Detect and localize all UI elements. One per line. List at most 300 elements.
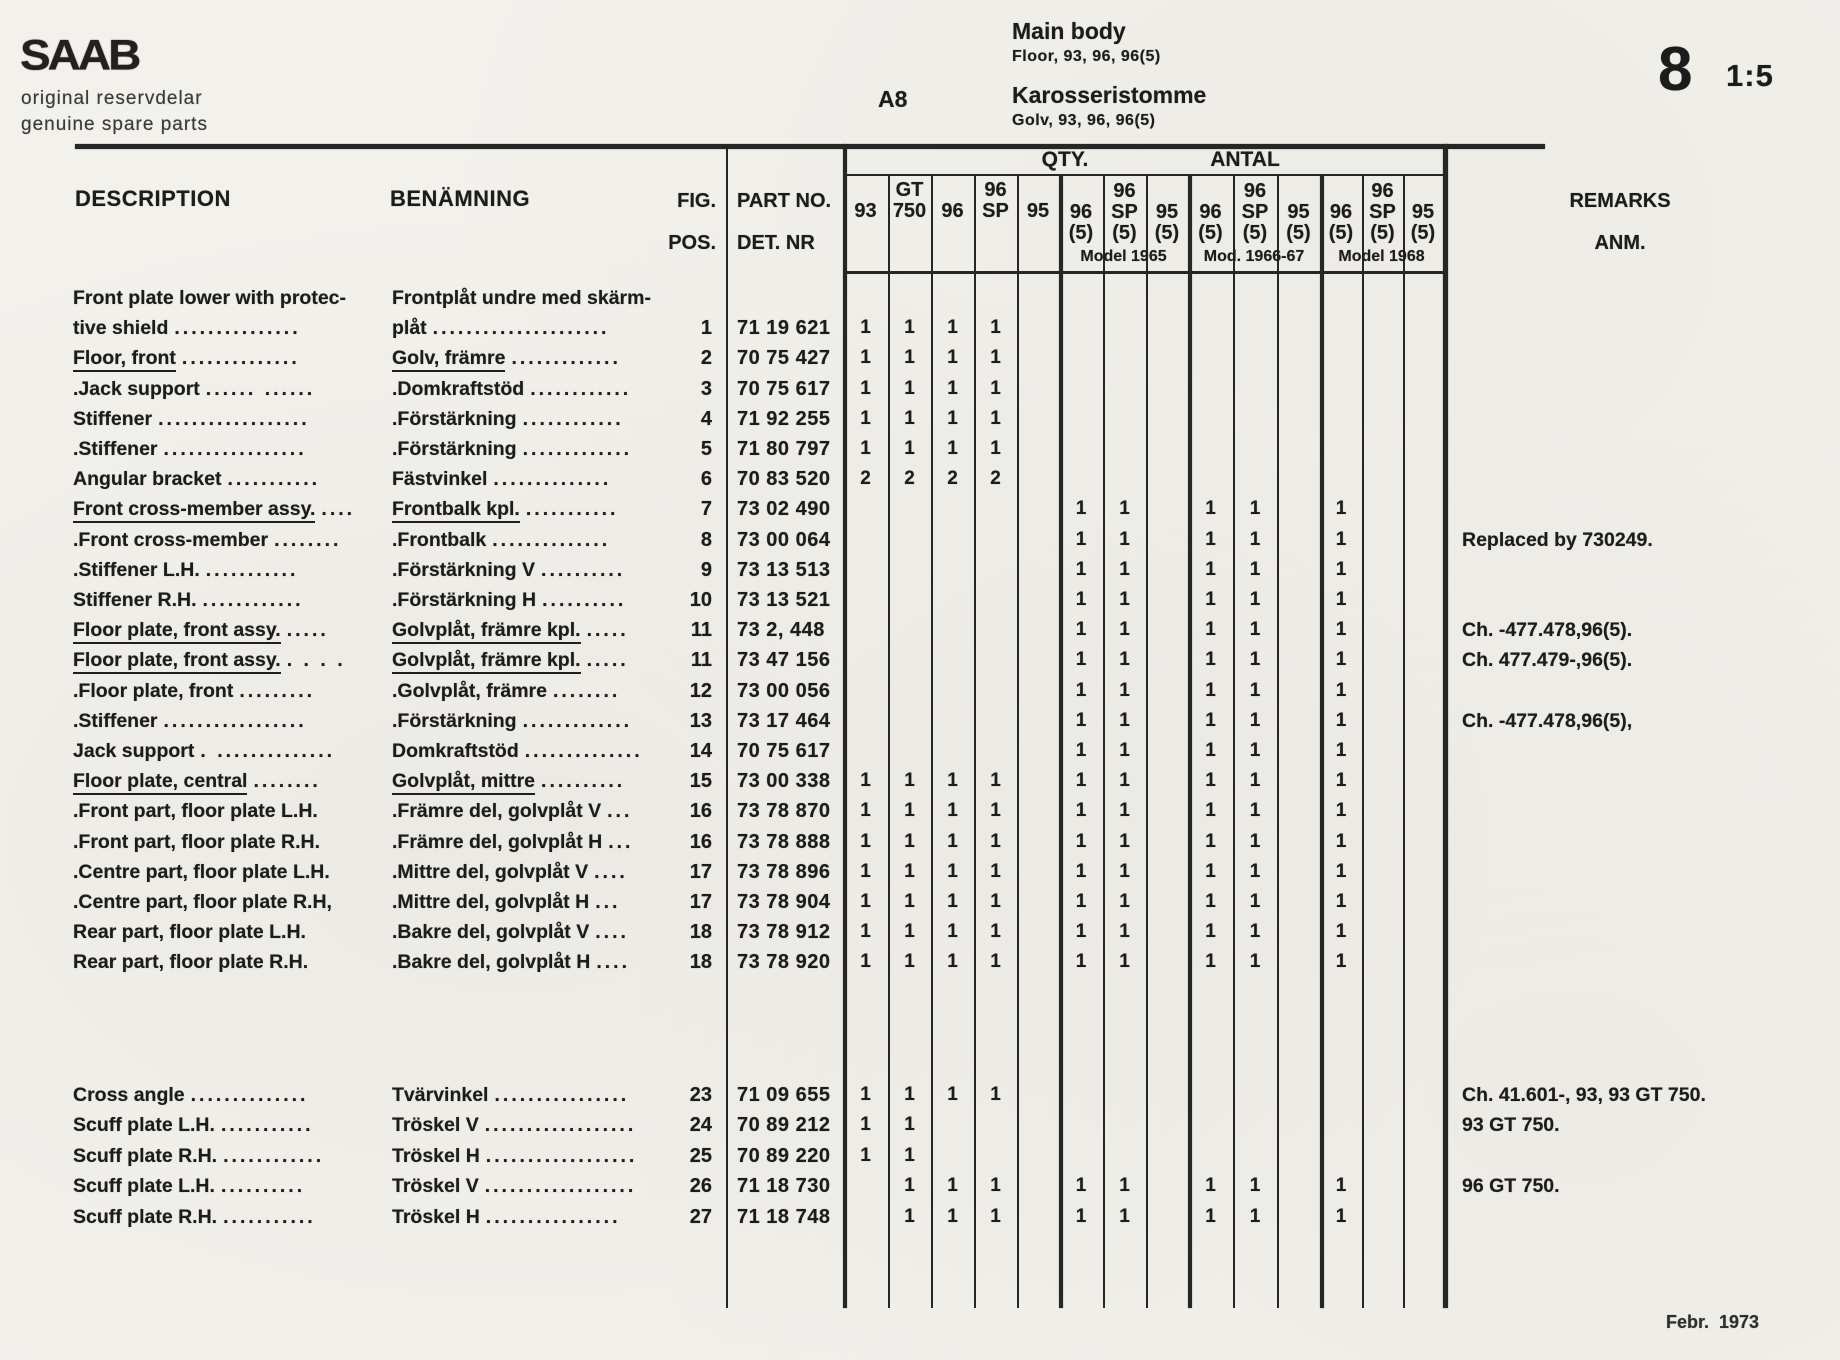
description-cell bbox=[73, 464, 425, 494]
quantity-cell: 1 bbox=[1335, 498, 1347, 520]
leader-dots: ......... bbox=[239, 679, 316, 702]
model-label-1965: Model 1965 bbox=[1080, 248, 1167, 265]
quantity-cell: 1 bbox=[860, 347, 871, 369]
benamning-cell bbox=[392, 947, 664, 977]
leader-dots: .... bbox=[596, 951, 630, 974]
quantity-cell: 1 bbox=[1335, 951, 1347, 973]
remarks-header-line1: REMARKS bbox=[1569, 190, 1671, 212]
benamning-text: Tvärvinkel bbox=[392, 1084, 489, 1106]
quantity-cell: 1 bbox=[1075, 740, 1087, 761]
remark-cell bbox=[1462, 917, 1834, 947]
quantity-cell: 1 bbox=[1205, 1175, 1216, 1197]
quantity-cell: 1 bbox=[1075, 1175, 1087, 1197]
quantity-cell: 1 bbox=[904, 921, 915, 943]
table-row bbox=[0, 736, 1840, 766]
qty-column-header-line: SP bbox=[1241, 201, 1269, 223]
quantity-cell: 2 bbox=[947, 468, 958, 490]
quantity-cell: 1 bbox=[1249, 1175, 1261, 1197]
description-cell bbox=[73, 1080, 425, 1110]
quantity-cell: 1 bbox=[1119, 860, 1130, 882]
qty-column-header-line: 96 bbox=[1069, 201, 1093, 223]
leader-dots: ........... bbox=[227, 468, 321, 491]
quantity-cell: 1 bbox=[1119, 830, 1130, 852]
quantity-cell: 1 bbox=[860, 438, 871, 459]
quantity-cell: 1 bbox=[1075, 619, 1087, 641]
fig-pos-cell: 11 bbox=[690, 649, 712, 672]
description-text: Front plate lower with protec- bbox=[73, 287, 347, 309]
quantity-cell: 1 bbox=[860, 891, 871, 912]
description-text: .Stiffener bbox=[73, 709, 158, 732]
tagline-swedish: original reservdelar bbox=[21, 88, 203, 109]
remark-cell: 96 GT 750. bbox=[1462, 1175, 1560, 1198]
quantity-cell: 1 bbox=[860, 317, 871, 339]
benamning-text: Fästvinkel bbox=[392, 468, 488, 491]
qty-column-header-line: SP bbox=[1111, 201, 1138, 223]
part-number-cell: 73 2, 448 bbox=[737, 619, 825, 642]
leader-dots: ........... bbox=[525, 498, 619, 521]
quantity-cell: 1 bbox=[990, 830, 1001, 852]
part-number-cell: 71 80 797 bbox=[737, 438, 831, 460]
qty-column-header-line: (5) bbox=[1286, 222, 1311, 244]
table-row bbox=[0, 374, 1840, 404]
benamning-text: .Mittre del, golvplåt H bbox=[392, 891, 590, 913]
benamning-text: .Främre del, golvplåt V bbox=[392, 800, 602, 823]
table-row bbox=[0, 404, 1840, 434]
leader-dots: .......... bbox=[541, 558, 626, 581]
description-cell bbox=[73, 283, 425, 313]
quantity-cell: 1 bbox=[860, 1114, 871, 1136]
description-text: .Centre part, floor plate L.H. bbox=[73, 860, 330, 883]
quantity-cell: 1 bbox=[990, 317, 1001, 339]
quantity-cell: 1 bbox=[947, 1205, 958, 1227]
quantity-cell: 1 bbox=[904, 1084, 915, 1105]
title-english: Main body bbox=[1012, 18, 1126, 44]
qty-column-header-line: 96 bbox=[1199, 201, 1222, 223]
remark-cell bbox=[1462, 374, 1834, 404]
benamning-cell bbox=[392, 1171, 664, 1201]
qty-column-header bbox=[1277, 150, 1320, 244]
benamning-cell bbox=[392, 706, 664, 736]
quantity-cell: 1 bbox=[1205, 860, 1216, 882]
remark-cell: Ch. -477.478,96(5). bbox=[1462, 619, 1633, 642]
qty-column-header-line: SP bbox=[982, 200, 1009, 222]
part-number-cell: 70 89 212 bbox=[737, 1114, 831, 1137]
quantity-cell: 1 bbox=[947, 891, 958, 912]
qty-column-header-line: 96 bbox=[984, 179, 1007, 201]
quantity-cell: 1 bbox=[1205, 740, 1216, 761]
publication-year: 1973 bbox=[1719, 1312, 1760, 1332]
quantity-cell: 1 bbox=[1249, 860, 1261, 882]
fig-pos-cell: 17 bbox=[689, 891, 712, 913]
part-number-cell: 73 78 904 bbox=[737, 891, 831, 913]
quantity-cell: 1 bbox=[1205, 921, 1216, 943]
remark-cell bbox=[1462, 404, 1834, 434]
benamning-text: .Förstärkning bbox=[392, 407, 517, 430]
leader-dots: .... bbox=[595, 921, 629, 944]
description-text: .Front part, floor plate R.H. bbox=[73, 830, 320, 853]
quantity-cell: 1 bbox=[947, 1175, 958, 1197]
part-number-cell: 73 47 156 bbox=[737, 649, 831, 672]
description-header: DESCRIPTION bbox=[75, 186, 231, 211]
leader-dots: ........... bbox=[223, 1205, 316, 1228]
quantity-cell: 1 bbox=[947, 830, 958, 852]
leader-dots: ............. bbox=[522, 709, 633, 732]
benamning-cell bbox=[392, 1202, 664, 1232]
quantity-cell: 1 bbox=[1119, 498, 1130, 520]
quantity-cell: 1 bbox=[1075, 558, 1087, 580]
quantity-cell: 1 bbox=[1335, 619, 1347, 641]
benamning-cell bbox=[392, 464, 664, 494]
quantity-cell: 1 bbox=[1075, 770, 1087, 792]
leader-dots: .............. bbox=[493, 468, 612, 491]
benamning-cell bbox=[392, 615, 664, 645]
part-number-cell: 73 13 513 bbox=[737, 558, 831, 581]
leader-dots: .................. bbox=[484, 1175, 637, 1198]
qty-column-header-line: 95 bbox=[1155, 201, 1179, 223]
description-text: .Front cross-member bbox=[73, 528, 269, 551]
leader-dots: ... bbox=[595, 891, 621, 913]
drawing-scale: 1:5 bbox=[1726, 58, 1774, 93]
remark-cell bbox=[1462, 947, 1834, 977]
qty-column-header bbox=[1233, 150, 1277, 244]
remark-cell: Ch. -477.478,96(5), bbox=[1462, 709, 1633, 732]
quantity-cell: 1 bbox=[1205, 558, 1216, 580]
quantity-cell: 1 bbox=[1075, 649, 1087, 671]
part-number-cell: 71 19 621 bbox=[737, 317, 831, 340]
quantity-cell: 1 bbox=[1205, 679, 1216, 701]
leader-dots: ... bbox=[608, 830, 634, 853]
quantity-cell: 1 bbox=[860, 1084, 871, 1105]
leader-dots: . .............. bbox=[200, 740, 336, 762]
description-text: Stiffener R.H. bbox=[73, 589, 197, 611]
quantity-cell: 1 bbox=[1205, 891, 1216, 912]
quantity-cell: 1 bbox=[1119, 1205, 1130, 1227]
quantity-cell: 1 bbox=[860, 800, 871, 822]
quantity-cell: 1 bbox=[1075, 528, 1087, 550]
benamning-cell bbox=[392, 404, 664, 434]
qty-header: QTY. bbox=[1041, 148, 1089, 171]
quantity-cell: 1 bbox=[990, 860, 1001, 882]
remark-cell bbox=[1462, 796, 1834, 826]
qty-column-header-line: (5) bbox=[1068, 222, 1094, 244]
description-cell bbox=[73, 494, 425, 524]
part-number-cell: 73 78 912 bbox=[737, 921, 831, 944]
table-row bbox=[0, 464, 1840, 494]
leader-dots: ..... bbox=[286, 619, 329, 642]
model-label-1966-67: Mod. 1966-67 bbox=[1203, 248, 1305, 265]
part-number-cell: 73 13 521 bbox=[737, 589, 831, 611]
quantity-cell: 1 bbox=[1335, 921, 1347, 943]
description-cell bbox=[73, 706, 425, 736]
publication-month: Febr. bbox=[1666, 1312, 1710, 1332]
qty-column-header bbox=[1320, 150, 1362, 244]
benamning-cell bbox=[392, 857, 664, 887]
remark-cell bbox=[1462, 1141, 1834, 1171]
table-row bbox=[0, 494, 1840, 524]
quantity-cell: 2 bbox=[904, 468, 915, 490]
leader-dots: .... bbox=[594, 860, 628, 883]
quantity-cell: 1 bbox=[1075, 800, 1087, 822]
leader-dots: ........... bbox=[220, 1114, 314, 1137]
quantity-cell: 1 bbox=[1335, 770, 1347, 792]
quantity-cell: 1 bbox=[1205, 770, 1216, 792]
quantity-cell: 1 bbox=[860, 921, 871, 943]
table-row bbox=[0, 343, 1840, 373]
description-text: Rear part, floor plate R.H. bbox=[73, 951, 309, 974]
quantity-cell: 1 bbox=[1335, 740, 1347, 761]
quantity-cell: 1 bbox=[1119, 558, 1130, 580]
quantity-cell: 1 bbox=[1205, 830, 1216, 852]
description-cell bbox=[73, 857, 425, 887]
part-number-cell: 73 00 064 bbox=[737, 528, 831, 551]
leader-dots: ........ bbox=[552, 679, 621, 702]
quantity-cell: 1 bbox=[904, 891, 915, 912]
quantity-cell: 1 bbox=[1075, 951, 1087, 973]
quantity-cell: 1 bbox=[990, 347, 1001, 369]
qty-column-header bbox=[1362, 150, 1403, 244]
benamning-text: Tröskel H bbox=[392, 1144, 480, 1167]
part-number-cell: 73 00 338 bbox=[737, 770, 831, 793]
quantity-cell: 1 bbox=[1205, 800, 1216, 822]
benamning-text: .Golvplåt, främre bbox=[392, 679, 547, 702]
saab-logo: SAAB bbox=[20, 31, 139, 79]
quantity-cell: 1 bbox=[1205, 709, 1216, 731]
quantity-cell: 1 bbox=[1249, 498, 1261, 520]
leader-dots: .................. bbox=[484, 1114, 637, 1137]
benamning-text: .Domkraftstöd bbox=[392, 377, 525, 400]
remark-cell bbox=[1462, 464, 1834, 494]
leader-dots: ............ bbox=[522, 407, 624, 430]
remark-cell: Ch. 41.601-, 93, 93 GT 750. bbox=[1462, 1084, 1706, 1106]
quantity-cell: 1 bbox=[904, 317, 915, 339]
fig-pos-cell: 13 bbox=[689, 709, 712, 732]
benamning-text: .Mittre del, golvplåt V bbox=[392, 860, 589, 883]
description-text: .Jack support bbox=[73, 377, 200, 400]
quantity-cell: 1 bbox=[860, 951, 871, 973]
quantity-cell: 1 bbox=[1075, 709, 1087, 731]
leader-dots: .................. bbox=[158, 407, 310, 430]
quantity-cell: 1 bbox=[1075, 860, 1087, 882]
part-number-cell: 73 78 896 bbox=[737, 860, 831, 883]
quantity-cell: 1 bbox=[947, 1084, 958, 1105]
qty-column-header-line: (5) bbox=[1198, 222, 1223, 244]
leader-dots: .............. bbox=[190, 1084, 309, 1106]
table-top-rule bbox=[75, 144, 1545, 149]
fig-pos-cell: 15 bbox=[689, 770, 712, 793]
benamning-cell bbox=[392, 313, 664, 343]
part-number-cell: 73 17 464 bbox=[737, 709, 831, 732]
benamning-text: Golvplåt, främre kpl. bbox=[392, 619, 581, 644]
leader-dots: ............ bbox=[223, 1144, 325, 1167]
description-cell bbox=[73, 676, 425, 706]
leader-dots: .......... bbox=[541, 770, 626, 793]
quantity-cell: 1 bbox=[1335, 649, 1347, 671]
benamning-cell bbox=[392, 676, 664, 706]
quantity-cell: 1 bbox=[1075, 830, 1087, 852]
description-cell bbox=[73, 555, 425, 585]
quantity-cell: 1 bbox=[1249, 891, 1261, 912]
fig-pos-cell: 4 bbox=[700, 407, 712, 430]
quantity-cell: 1 bbox=[1335, 1205, 1347, 1227]
remarks-header-line2: ANM. bbox=[1594, 232, 1646, 254]
fig-pos-cell: 8 bbox=[700, 528, 712, 551]
qty-column-header-line: (5) bbox=[1328, 222, 1354, 244]
fig-pos-cell: 27 bbox=[689, 1205, 712, 1228]
benamning-cell bbox=[392, 645, 664, 675]
qty-column-header-line: 96 bbox=[1113, 180, 1136, 202]
leader-dots: ..... bbox=[586, 649, 629, 672]
benamning-text: Frontbalk kpl. bbox=[392, 498, 520, 523]
quantity-cell: 1 bbox=[1249, 740, 1261, 761]
description-cell bbox=[73, 645, 425, 675]
benamning-text: Tröskel H bbox=[392, 1205, 480, 1228]
remark-cell bbox=[1462, 494, 1834, 524]
benamning-cell bbox=[392, 434, 664, 464]
qty-column-header-line: 93 bbox=[854, 200, 877, 222]
qty-column-header-line: SP bbox=[1369, 201, 1396, 223]
description-cell bbox=[73, 796, 425, 826]
quantity-cell: 1 bbox=[860, 860, 871, 882]
quantity-cell: 1 bbox=[1249, 589, 1261, 610]
quantity-cell: 1 bbox=[860, 830, 871, 852]
fig-header-line1: FIG. bbox=[677, 190, 716, 212]
description-cell bbox=[73, 434, 425, 464]
part-header-line1: PART NO. bbox=[737, 190, 832, 212]
quantity-cell: 1 bbox=[1335, 860, 1347, 882]
description-text: Scuff plate L.H. bbox=[73, 1175, 215, 1198]
part-number-cell: 73 02 490 bbox=[737, 498, 831, 521]
fig-pos-cell: 11 bbox=[690, 619, 712, 642]
table-row bbox=[0, 434, 1840, 464]
table-row bbox=[0, 645, 1840, 675]
quantity-cell: 1 bbox=[1335, 528, 1347, 550]
quantity-cell: 1 bbox=[990, 377, 1001, 399]
quantity-cell: 1 bbox=[990, 1205, 1001, 1227]
leader-dots: .......... bbox=[542, 589, 627, 611]
description-cell bbox=[73, 827, 425, 857]
leader-dots: ................ bbox=[485, 1205, 621, 1228]
qty-column-header bbox=[1146, 150, 1188, 244]
description-text: Rear part, floor plate L.H. bbox=[73, 921, 306, 944]
quantity-cell: 1 bbox=[1119, 679, 1130, 701]
table-row bbox=[0, 615, 1840, 645]
benamning-cell bbox=[392, 1141, 664, 1171]
benamning-text: .Förstärkning bbox=[392, 438, 517, 460]
quantity-cell: 1 bbox=[1249, 770, 1261, 792]
leader-dots: ............... bbox=[174, 317, 301, 340]
qty-column-header-line: 96 bbox=[1243, 180, 1267, 202]
table-row bbox=[0, 676, 1840, 706]
qty-column-header-line: 95 bbox=[1026, 200, 1050, 222]
fig-pos-cell: 7 bbox=[700, 498, 712, 521]
description-text: Jack support bbox=[73, 740, 195, 762]
quantity-cell: 1 bbox=[947, 770, 958, 792]
quantity-cell: 1 bbox=[1075, 498, 1087, 520]
benamning-cell bbox=[392, 736, 664, 766]
description-text: Scuff plate L.H. bbox=[73, 1114, 215, 1137]
benamning-cell bbox=[392, 766, 664, 796]
description-text: .Centre part, floor plate R.H, bbox=[73, 891, 332, 913]
part-number-cell: 71 09 655 bbox=[737, 1084, 831, 1106]
leader-dots: ........... bbox=[205, 558, 299, 581]
quantity-cell: 1 bbox=[990, 438, 1001, 459]
benamning-text: Golv, främre bbox=[392, 347, 505, 372]
part-number-cell: 71 92 255 bbox=[737, 407, 831, 430]
section-code: A8 bbox=[878, 86, 908, 112]
model-label-1968: Model 1968 bbox=[1338, 248, 1425, 265]
quantity-cell: 2 bbox=[990, 468, 1001, 490]
description-text: Scuff plate R.H. bbox=[73, 1205, 218, 1228]
leader-dots: .......... bbox=[220, 1175, 306, 1198]
leader-dots: .............. bbox=[492, 528, 611, 551]
qty-column-header-line: (5) bbox=[1154, 222, 1180, 244]
leader-dots: .............. bbox=[524, 740, 643, 762]
quantity-cell: 1 bbox=[1075, 1205, 1087, 1227]
remark-cell bbox=[1462, 434, 1834, 464]
quantity-cell: 1 bbox=[1205, 1205, 1216, 1227]
benamning-cell bbox=[392, 887, 664, 917]
title-swedish: Karosseristomme bbox=[1012, 82, 1207, 108]
fig-pos-cell: 16 bbox=[689, 830, 712, 853]
fig-pos-cell: 17 bbox=[689, 860, 712, 883]
qty-column-header-line: 96 bbox=[1371, 180, 1394, 202]
fig-pos-cell: 23 bbox=[689, 1084, 712, 1106]
table-row bbox=[0, 1141, 1840, 1171]
leader-dots: .... bbox=[321, 498, 356, 521]
description-cell bbox=[73, 404, 425, 434]
description-text: Cross angle bbox=[73, 1084, 185, 1106]
remark-cell bbox=[1462, 313, 1834, 343]
qty-column-header-line: 95 bbox=[1287, 201, 1310, 223]
fig-pos-cell: 1 bbox=[700, 317, 712, 340]
benamning-text: .Främre del, golvplåt H bbox=[392, 830, 603, 853]
remark-cell: Replaced by 730249. bbox=[1462, 528, 1653, 551]
quantity-cell: 1 bbox=[990, 407, 1001, 429]
quantity-cell: 1 bbox=[1249, 921, 1261, 943]
description-text: tive shield bbox=[73, 317, 169, 340]
fig-pos-cell: 16 bbox=[689, 800, 712, 823]
page-number: 8 bbox=[1658, 35, 1693, 104]
quantity-cell: 1 bbox=[990, 770, 1001, 792]
leader-dots: ............. bbox=[511, 347, 621, 370]
description-cell bbox=[73, 1141, 425, 1171]
description-text: Front cross-member assy. bbox=[73, 498, 315, 523]
quantity-cell: 1 bbox=[1249, 1205, 1261, 1227]
quantity-cell: 1 bbox=[990, 921, 1001, 943]
qty-column-header-line: 96 bbox=[1329, 201, 1353, 223]
quantity-cell: 1 bbox=[1119, 1175, 1130, 1197]
quantity-cell: 1 bbox=[990, 891, 1001, 912]
quantity-cell: 1 bbox=[947, 951, 958, 973]
remark-cell bbox=[1462, 827, 1834, 857]
benamning-text: Tröskel V bbox=[392, 1114, 479, 1137]
quantity-cell: 1 bbox=[904, 800, 915, 822]
table-row bbox=[0, 917, 1840, 947]
remark-cell bbox=[1462, 766, 1834, 796]
description-text: Floor plate, front assy. bbox=[73, 649, 281, 674]
quantity-cell: 1 bbox=[1335, 1175, 1347, 1197]
table-row bbox=[0, 283, 1840, 313]
description-cell bbox=[73, 947, 425, 977]
fig-pos-cell: 25 bbox=[689, 1144, 712, 1167]
fig-pos-cell: 2 bbox=[700, 347, 712, 370]
quantity-cell: 1 bbox=[1335, 830, 1347, 852]
table-row bbox=[0, 706, 1840, 736]
tagline-english: genuine spare parts bbox=[21, 114, 208, 135]
qty-column-header bbox=[843, 150, 888, 222]
leader-dots: ........ bbox=[274, 528, 342, 551]
quantity-cell: 1 bbox=[1249, 619, 1261, 641]
